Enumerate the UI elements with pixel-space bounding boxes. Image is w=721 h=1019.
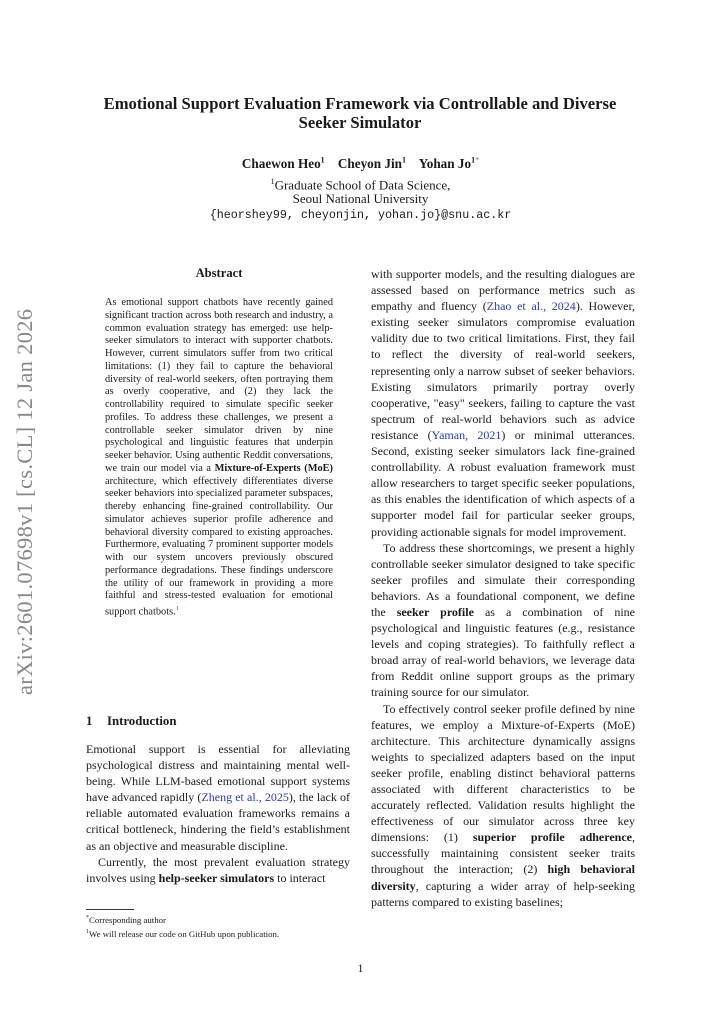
citation-link[interactable]: Yaman, 2021 [431,427,502,442]
page-number: 1 [357,961,364,975]
author-2: Cheyon Jin$^1$ [337,156,406,172]
footnote-marker: 1 [175,605,179,612]
footnote-divider [86,909,134,910]
paper-title [70,94,650,132]
affiliation-line-1: $^1$Graduate School of Data Science, [270,177,451,193]
footnote-corresponding: *Corresponding author [86,914,166,925]
abstract-body: As emotional support chatbots have recently gained significant traction across both research and industry, a common evaluation strategy has emerged: use help-seeker simulators to interact with supporter chatbots. However, current simulators suffer from two critical limitations: (1) they fail to capture the behavioral diversity of real-world seekers, often portraying them as overly cooperative, and (2) they lack the controllability required to simulate specific seeker profiles. To address these challenges, we present a controllable seeker simulator driven by nine psychological and linguistic features that underpin seeker behavior. Using authentic Reddit conversations, we train our model via a Mixture-of-Experts (MoE) architecture, which effectively differentiates diverse seeker behaviors into specialized parameter subspaces, thereby enhancing fine-grained controllability. Our simulator achieves superior profile adherence and behavioral diversity compared to existing approaches. Furthermore, evaluating 7 prominent supporter models with our system uncovers previously obscured performance degradations. These findings underscore the utility of our framework in providing a more faithful and stress-tested evaluation for emotional support chatbots.$^1$ [105,297,334,618]
citation-link[interactable]: Zhao et al., 2024 [486,299,576,314]
right-column-text [371,266,635,910]
right-paragraph-2: To address these shortcomings, we present a highly controllable seeker simulator designed to take specific seeker profiles and simulate their corresponding behaviors. As a foundational component, we define the seeker profile as a combination of nine psychological and linguistic features (e.g., resistance levels and coping strategies). To faithfully reflect a broad array of real-world behaviors, we leverage data from Reddit online support groups as the primary training source for our simulator. [371,540,635,700]
author-email: {heorshey99, cheyonjin, yohan.jo}@snu.ac.kr [209,208,512,222]
intro-paragraph-1: Emotional support is essential for alleviating psychological distress and maintaining mental well-being. While LLM-based emotional support systems have advanced rapidly (Zheng et al., 2025), the lack of reliable automated evaluation frameworks remains a critical bottleneck, hindering the field’s establishment as an objective and measurable discipline. [86,742,350,853]
arxiv-stamp: arXiv:2601.07698v1 [cs.CL] 12 Jan 2026 [12,308,37,695]
title-line-1: Emotional Support Evaluation Framework via Controllable and Diverse [103,94,617,113]
affiliation-line-2: Seoul National University [292,191,429,206]
author-list [0,156,721,172]
section-heading-introduction: 1 Introduction [86,714,177,728]
right-paragraph-1: with supporter models, and the resulting dialogues are assessed based on performance metrics such as empathy and fluency (Zhao et al., 2024). However, existing seeker simulators compromise evaluation validity due to two critical limitations. First, they fail to reflect the diversity of real-world seekers, representing only a narrow subset of seeker behaviors. Existing simulators primarily portray overly cooperative, "easy" seekers, failing to capture the vast spectrum of real-world behaviors such as advice resistance (Yaman, 2021) or minimal utterances. Second, existing seeker simulators lack fine-grained controllability. A robust evaluation framework must allow researchers to target specific seeker populations, as this enables the identification of which aspects of a supporter model fail for particular seeker groups, providing actionable signals for model improvement. [371,267,636,539]
footnotes [86,913,356,940]
citation-link[interactable]: Zheng et al., 2025 [201,790,289,805]
intro-paragraph-2: Currently, the most prevalent evaluation strategy involves using help-seeker simulators to interact [86,854,350,885]
author-1: Chaewon Heo$^1$ [241,156,325,172]
right-paragraph-3: To effectively control seeker profile defined by nine features, we employ a Mixture-of-Experts (MoE) architecture. This architecture dynamically assigns weights to specialized adapters based on the input seeker profile, enabling distinct behavioral patterns associated with different characteristics to be accurately reflected. Validation results highlight the effectiveness of our simulator across three key dimensions: (1) superior profile adherence, successfully maintaining consistent seeker traits throughout the interaction; (2) high behavioral diversity, capturing a wider array of help-seeking patterns compared to existing baselines; [371,701,636,909]
footnote-code-release: $^1$We will release our code on GitHub upon publication. [86,928,280,939]
introduction-left-column [86,741,350,886]
abstract-heading: Abstract [195,266,243,280]
title-line-2: Seeker Simulator [298,113,422,132]
author-3: Yohan $Jo^{1*}$ [418,156,480,172]
